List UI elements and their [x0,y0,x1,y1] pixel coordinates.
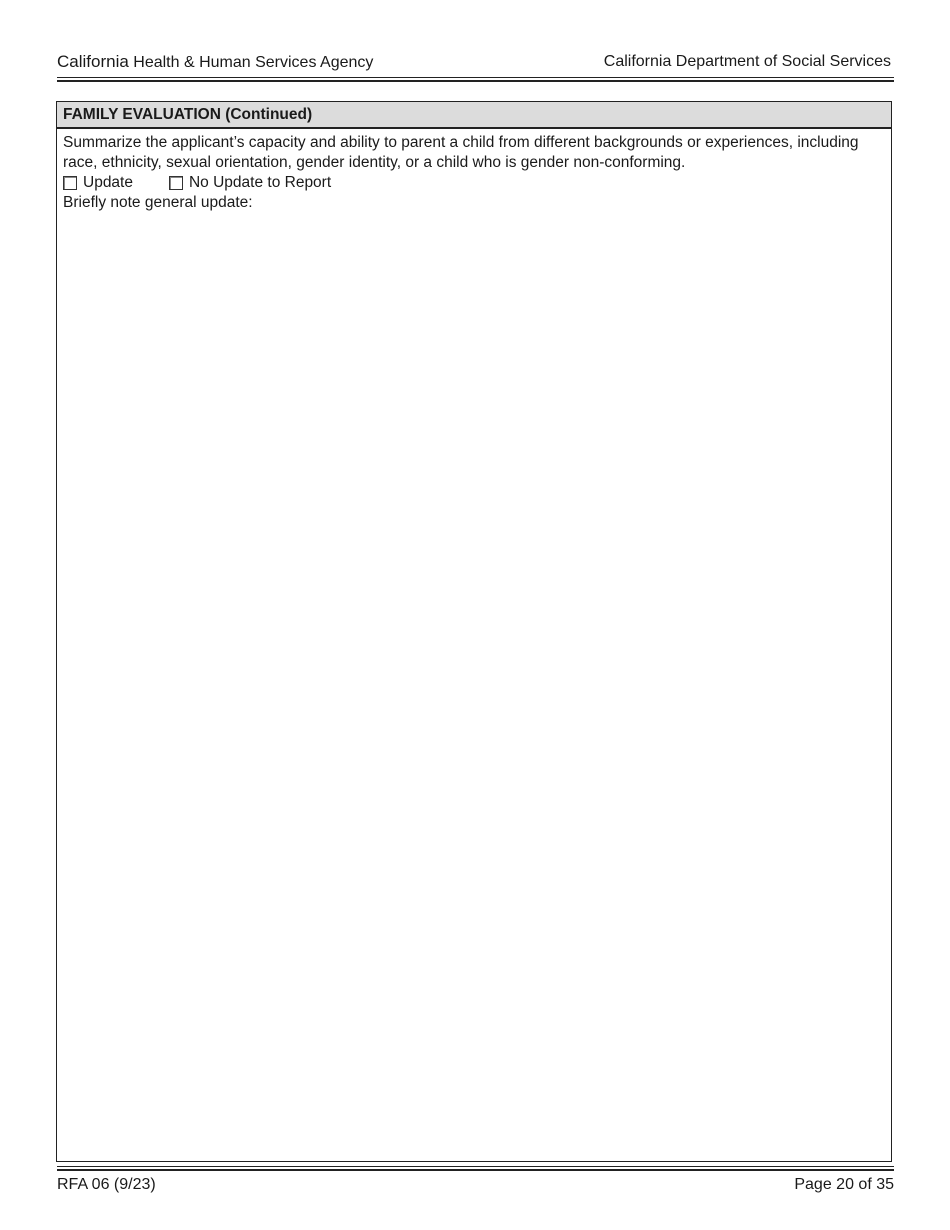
note-label: Briefly note general update: [63,194,253,211]
update-option[interactable] [63,173,133,193]
update-options [57,173,891,193]
no-update-checkbox[interactable] [169,176,183,190]
no-update-label: No Update to Report [188,174,332,191]
no-update-option[interactable] [169,173,331,193]
family-evaluation-form [56,101,892,1162]
agency-label: Health & Human Services Agency [133,54,374,71]
page-header [57,52,891,76]
footer-rule-bottom [57,1169,894,1171]
state-name: California [57,52,129,71]
section-title: FAMILY EVALUATION (Continued) [57,102,891,129]
general-update-text-area[interactable] [57,220,891,1161]
header-rule-bottom [57,80,894,82]
page-number: Page 20 of 35 [794,1176,894,1193]
agency-name [57,52,373,72]
section-prompt: Summarize the applicant’s capacity and ability to parent a child from different backgrounds or experiences, including race, ethnicity, sexual orientation, gender identity, or a child who is gender non-conforming. [63,134,859,171]
update-checkbox[interactable] [63,176,77,190]
update-label: Update [83,174,133,191]
header-rule-top [57,77,894,78]
form-id: RFA 06 (9/23) [57,1176,156,1193]
department-name: California Department of Social Services [603,53,891,70]
footer-rule-top [57,1166,894,1167]
